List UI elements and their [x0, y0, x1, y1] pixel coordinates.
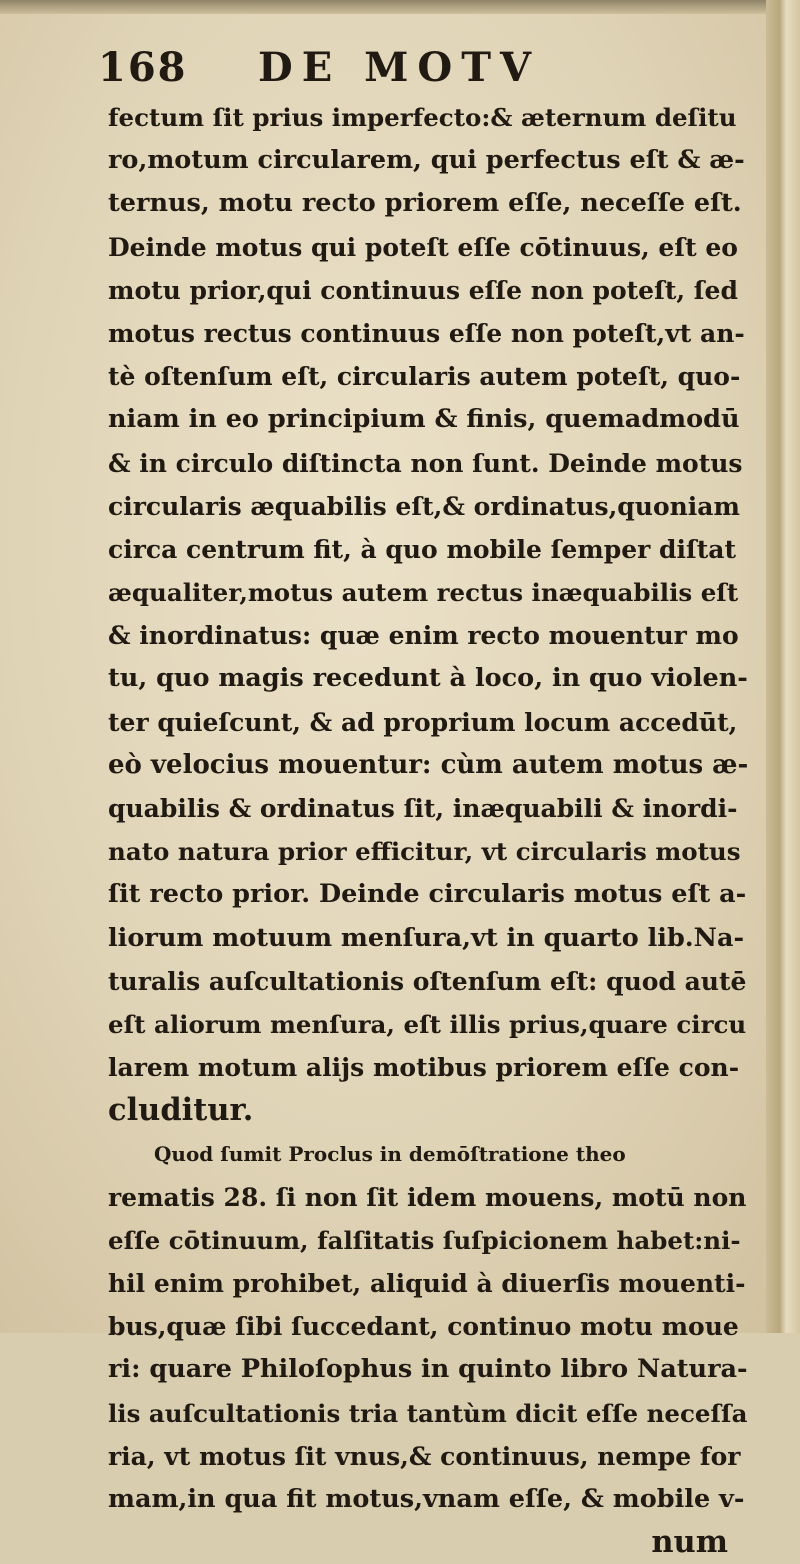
text-line: & inordinatus: quæ enim recto mouentur mo [108, 621, 739, 651]
text-line: eò velocius mouentur: cùm autem motus æ- [108, 749, 749, 780]
running-title: DE MOTV [258, 44, 541, 91]
text-line: ter quieſcunt, & ad proprium locum accedūt, [108, 707, 738, 737]
text-line: circa centrum fit, à quo mobile ſemper diſtat [108, 534, 737, 564]
text-line: num [651, 1524, 728, 1561]
text-line: ria, vt motus ſit vnus,& continuus, nempe for [108, 1441, 741, 1471]
text-line: ro,motum circularem, qui perfectus eſt & æ- [108, 145, 745, 176]
text-line: hil enim prohibet, aliquid à diuerſis mouenti- [108, 1269, 746, 1299]
page-gutter-edge [766, 0, 800, 1333]
text-line: rematis 28. ſi non ſit idem mouens, motū non [108, 1182, 747, 1212]
text-line: motus rectus continuus eſſe non poteſt,vt an- [108, 318, 745, 348]
page-top-edge [0, 0, 800, 14]
text-line: æqualiter,motus autem rectus inæquabilis eſt [108, 578, 739, 608]
text-line: bus,quæ ſibi ſuccedant, continuo motu moue [108, 1312, 739, 1342]
text-line: ſit recto prior. Deinde circularis motus eſt a- [108, 879, 747, 910]
text-line: Quod ſumit Proclus in demōſtratione theo [154, 1141, 626, 1166]
text-line: larem motum alijs motibus priorem eſſe con- [108, 1053, 740, 1083]
text-line: mam,in qua fit motus,vnam eſſe, & mobile v- [108, 1484, 745, 1514]
text-line: & in circulo diſtincta non ſunt. Deinde motus [108, 448, 743, 478]
text-line: circularis æquabilis eſt,& ordinatus,quoniam [108, 491, 740, 521]
text-line: tu, quo magis recedunt à loco, in quo violen- [108, 663, 748, 694]
text-block [108, 96, 748, 1564]
text-line: motu prior,qui continuus eſſe non poteſt, ſed [108, 275, 738, 305]
text-line: eſſe cōtinuum, falſitatis ſuſpicionem habet:ni- [108, 1225, 741, 1255]
text-line: ternus, motu recto priorem eſſe, neceſſe eſt. [108, 188, 742, 219]
text-line: niam in eo principium & finis, quemadmodū [108, 404, 740, 435]
running-header [98, 44, 718, 96]
text-line: fectum ſit prius imperfecto:& æternum deſitu [108, 103, 737, 132]
text-line: lis auſcultationis tria tantùm dicit eſſe neceſſa [108, 1398, 748, 1428]
page-number: 168 [98, 44, 188, 91]
text-line: tè oſtenſum eſt, circularis autem poteſt, quo- [108, 362, 741, 392]
text-line: quabilis & ordinatus ſit, inæquabili & inordi- [108, 794, 738, 823]
text-line: cluditur. [108, 1092, 254, 1129]
text-line: liorum motuum menſura,vt in quarto lib.Na- [108, 922, 745, 953]
text-line: ri: quare Philoſophus in quinto libro Natura- [108, 1354, 748, 1385]
text-line: eſt aliorum menſura, eſt illis prius,quare circu [108, 1009, 747, 1039]
text-line: turalis auſcultationis oſtenſum eſt: quod autē [108, 966, 747, 996]
text-line: Deinde motus qui poteſt eſſe cōtinuus, eſt eo [108, 232, 738, 262]
text-line: nato natura prior efficitur, vt circularis motus [108, 837, 741, 867]
